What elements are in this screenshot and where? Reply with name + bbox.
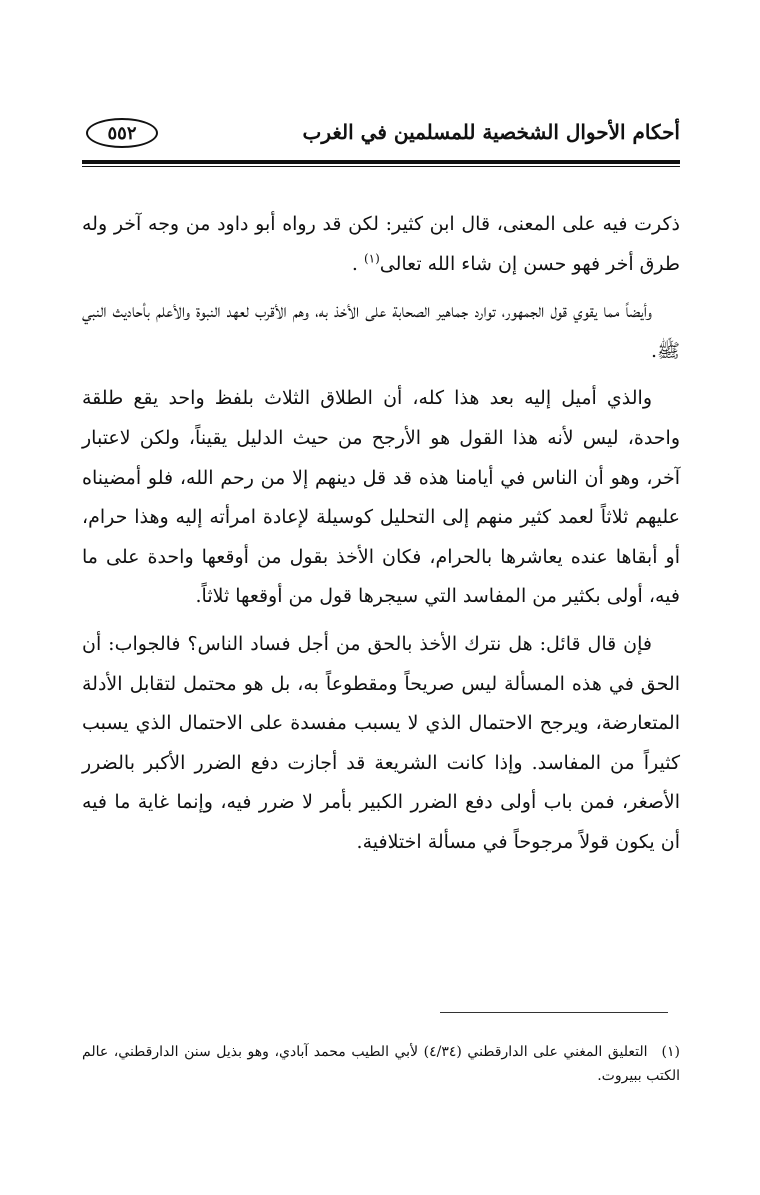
book-title: أحكام الأحوال الشخصية للمسلمين في الغرب bbox=[302, 120, 680, 144]
running-header bbox=[82, 116, 680, 156]
footnote-reference: (١) bbox=[363, 251, 380, 266]
paragraph-1-end: . bbox=[351, 252, 358, 275]
paragraph-1 bbox=[82, 205, 680, 284]
header-rule-thick bbox=[82, 160, 680, 164]
main-text bbox=[82, 205, 680, 863]
paragraph-1-text: ذكرت فيه على المعنى، قال ابن كثير: لكن قد رواه أبو داود من وجه آخر وله طرق أخر فهو حسن إن شاء الله تعالى bbox=[82, 213, 680, 275]
paragraph-4: فإن قال قائل: هل نترك الأخذ بالحق من أجل فساد الناس؟ فالجواب: أن الحق في هذه المسألة ليس صريحاً ومقطوعاً به، بل هو محتمل لتقابل الأدلة المتعارضة، ويرجح الاحتمال الذي لا يسبب مفسدة على الاحتمال الذي يسبب كثيراً من المفاسد. وإذا كانت الشريعة قد أجازت دفع الضرر الأكبر بالضرر الأصغر، فمن باب أولى دفع الضرر الكبير بأمر لا ضرر فيه، وإنما غاية ما فيه أن يكون قولاً مرجوحاً في مسألة اختلافية. bbox=[82, 632, 681, 853]
paragraph-2: وأيضاً مما يقوي قول الجمهور، توارد جماهير الصحابة على الأخذ به، وهم الأقرب لعهد النبوة والأعلم بأحاديث النبي ﷺ. bbox=[82, 300, 680, 362]
page-number: ٥٥٢ bbox=[86, 118, 158, 148]
footnote-separator bbox=[440, 1012, 668, 1013]
footnote-text: التعليق المغني على الدارقطني (٤/٣٤) لأبي الطيب محمد آبادي، وهو بذيل سنن الدارقطني، عالم الكتب ببيروت. bbox=[82, 1044, 680, 1084]
footnote-number: (١) bbox=[661, 1044, 680, 1060]
paragraph-3: والذي أميل إليه بعد هذا كله، أن الطلاق الثلاث بلفظ واحد يقع طلقة واحدة، ليس لأنه هذا القول هو الأرجح من حيث الدليل يقيناً، ولكن لاعتبار آخر، وهو أن الناس في أيامنا هذه قد قل دينهم إلا من رحم الله، فلو أمضيناه عليهم ثلاثاً لعمد كثير منهم إلى التحليل كوسيلة لإعادة امرأته إليه وهذا حرام، أو أبقاها عنده يعاشرها بالحرام، فكان الأخذ بقول من أوقعها واحدة على ما فيه، أولى بكثير من المفاسد التي سيجرها قول من أوقعها ثلاثاً. bbox=[82, 387, 680, 608]
header-rule-thin bbox=[82, 166, 680, 167]
footnote bbox=[82, 1040, 680, 1088]
